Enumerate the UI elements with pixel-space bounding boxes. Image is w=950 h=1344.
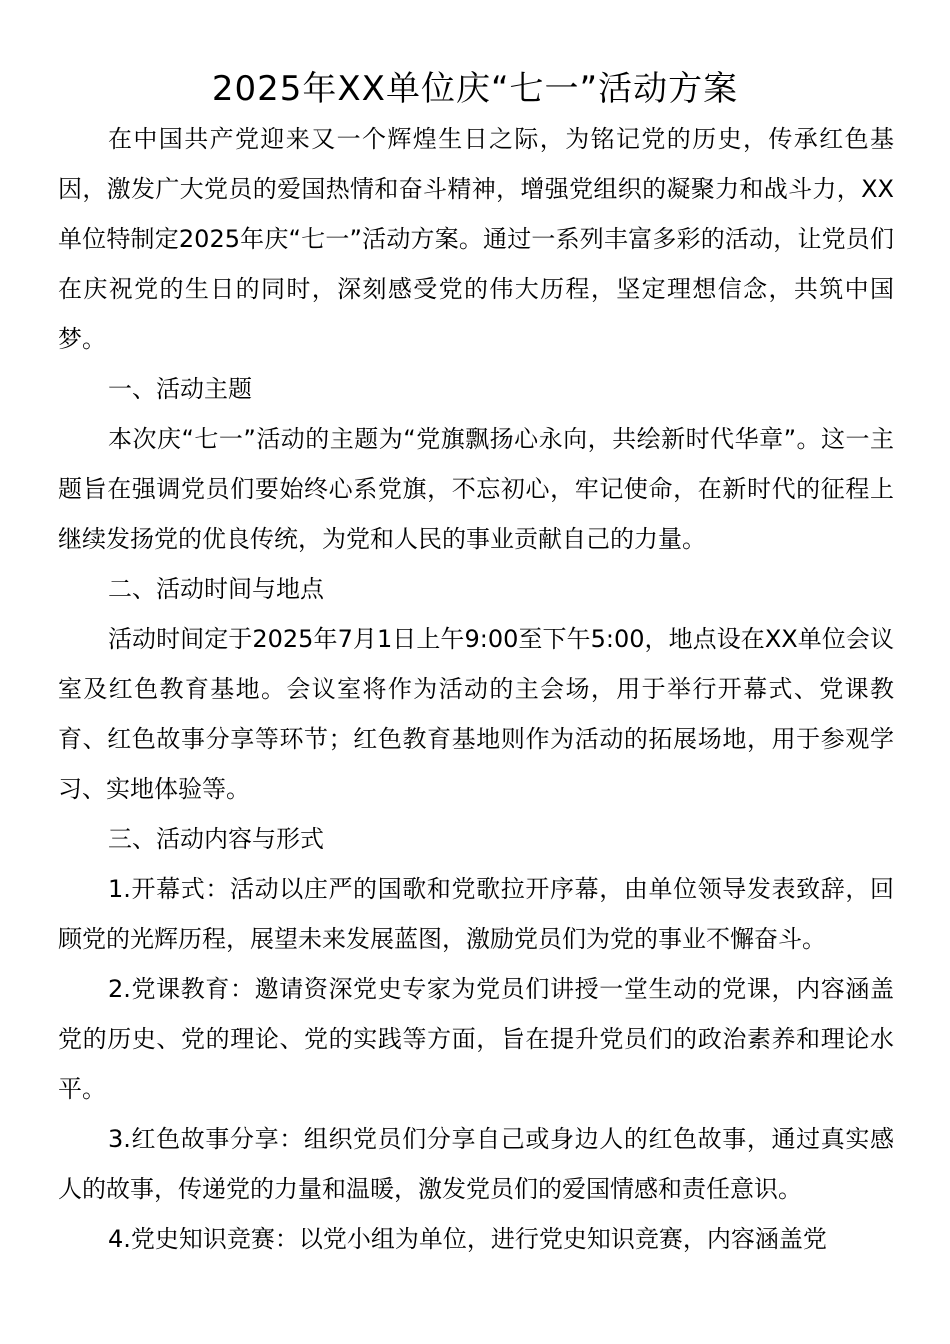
content-item-red-stories: 3.红色故事分享：组织党员们分享自己或身边人的红色故事，通过真实感人的故事，传递党的力量和温暖，激发党员们的爱国情感和责任意识。 (58, 1125, 894, 1203)
document-title: 2025年XX单位庆“七一”活动方案 (211, 69, 739, 109)
theme-paragraph: 本次庆“七一”活动的主题为“党旗飘扬心永向，共绘新时代华章”。这一主题旨在强调党员们要始终心系党旗，不忘初心，牢记使命，在新时代的征程上继续发扬党的优良传统，为党和人民的事业贡献自己的力量。 (58, 425, 894, 553)
document-body (58, 114, 894, 1264)
section-heading-theme: 一、活动主题 (108, 375, 252, 403)
section-heading-content: 三、活动内容与形式 (108, 825, 324, 853)
content-item-party-lecture: 2.党课教育：邀请资深党史专家为党员们讲授一堂生动的党课，内容涵盖党的历史、党的理论、党的实践等方面，旨在提升党员们的政治素养和理论水平。 (58, 975, 894, 1103)
content-item-opening: 1.开幕式：活动以庄严的国歌和党歌拉开序幕，由单位领导发表致辞，回顾党的光辉历程，展望未来发展蓝图，激励党员们为党的事业不懈奋斗。 (58, 875, 894, 953)
time-place-paragraph: 活动时间定于2025年7月1日上午9:00至下午5:00，地点设在XX单位会议室及红色教育基地。会议室将作为活动的主会场，用于举行开幕式、党课教育、红色故事分享等环节；红色教育基地则作为活动的拓展场地，用于参观学习、实地体验等。 (58, 625, 894, 803)
content-item-quiz: 4.党史知识竞赛：以党小组为单位，进行党史知识竞赛，内容涵盖党 (108, 1225, 827, 1253)
intro-paragraph: 在中国共产党迎来又一个辉煌生日之际，为铭记党的历史，传承红色基因，激发广大党员的爱国热情和奋斗精神，增强党组织的凝聚力和战斗力，XX单位特制定2025年庆“七一”活动方案。通过一系列丰富多彩的活动，让党员们在庆祝党的生日的同时，深刻感受党的伟大历程，坚定理想信念，共筑中国梦。 (58, 125, 894, 353)
section-heading-time-place: 二、活动时间与地点 (108, 575, 324, 603)
